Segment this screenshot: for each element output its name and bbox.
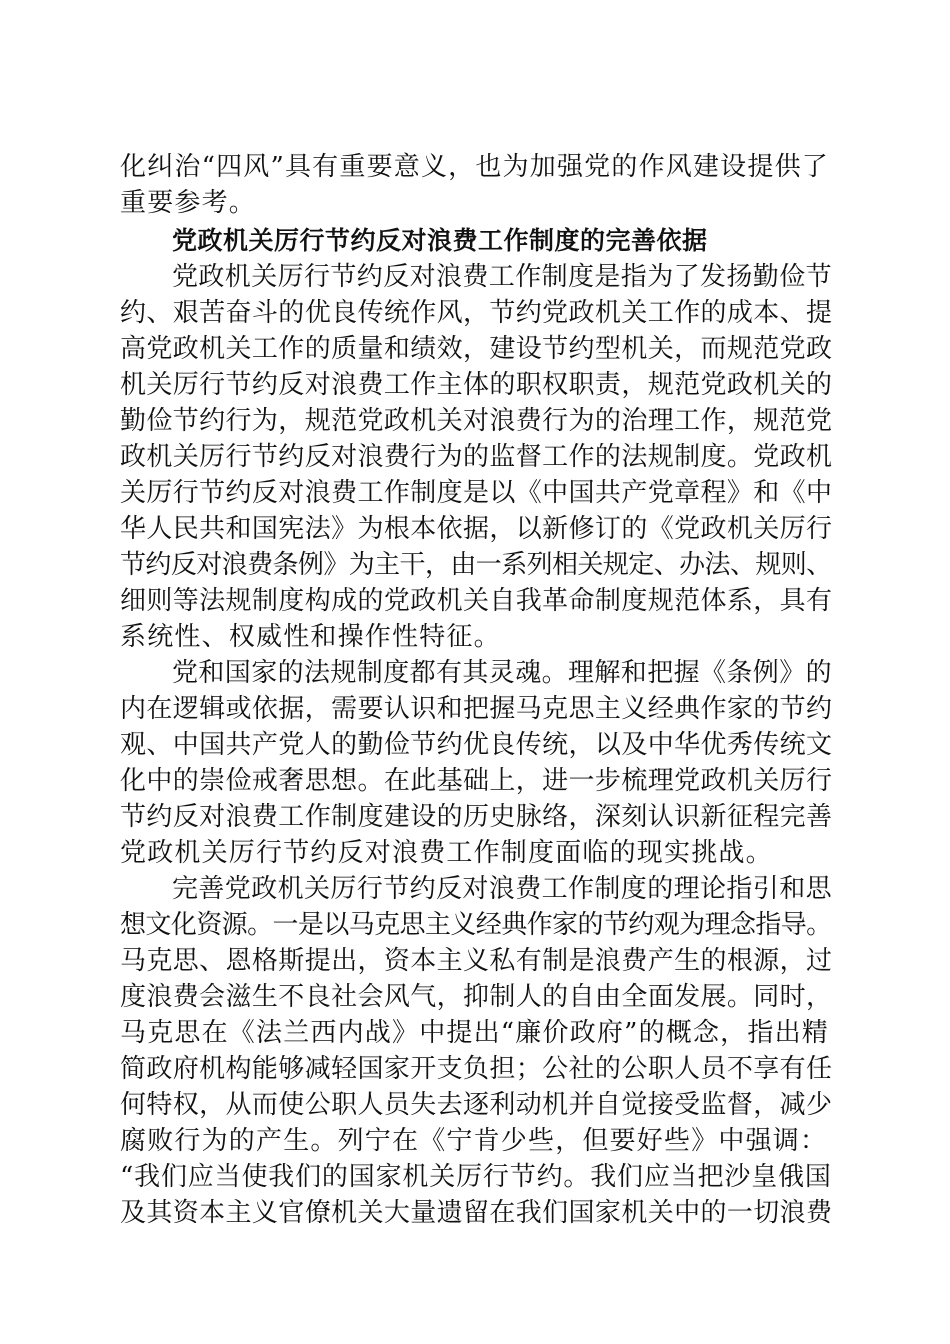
text-line: 马克思在《法兰西内战》中提出“廉价政府”的概念，指出精 bbox=[120, 1018, 829, 1048]
text-line: 简政府机构能够减轻国家开支负担；公社的公职人员不享有任 bbox=[120, 1054, 833, 1084]
text-line: 勤俭节约行为，规范党政机关对浪费行为的治理工作，规范党 bbox=[120, 406, 833, 436]
text-line: 党和国家的法规制度都有其灵魂。理解和把握《条例》的 bbox=[172, 658, 833, 688]
text-line: 高党政机关工作的质量和绩效，建设节约型机关，而规范党政 bbox=[120, 334, 833, 364]
text-line: 关厉行节约反对浪费工作制度是以《中国共产党章程》和《中 bbox=[120, 478, 833, 508]
text-line: 细则等法规制度构成的党政机关自我革命制度规范体系，具有 bbox=[120, 586, 833, 616]
text-line: 节约反对浪费工作制度建设的历史脉络，深刻认识新征程完善 bbox=[120, 802, 833, 832]
text-line: 腐败行为的产生。列宁在《宁肯少些，但要好些》中强调： bbox=[120, 1126, 828, 1156]
text-line: 完善党政机关厉行节约反对浪费工作制度的理论指引和思 bbox=[172, 874, 833, 904]
section-heading: 党政机关厉行节约反对浪费工作制度的完善依据 bbox=[172, 226, 708, 255]
text-line: 化纠治“四风”具有重要意义，也为加强党的作风建设提供了 bbox=[120, 152, 829, 182]
text-line: 华人民共和国宪法》为根本依据，以新修订的《党政机关厉行 bbox=[120, 514, 833, 544]
text-line: “我们应当使我们的国家机关厉行节约。我们应当把沙皇俄国 bbox=[120, 1162, 832, 1192]
text-line: 观、中国共产党人的勤俭节约优良传统，以及中华优秀传统文 bbox=[120, 730, 833, 760]
text-line: 约、艰苦奋斗的优良传统作风，节约党政机关工作的成本、提 bbox=[120, 298, 833, 328]
text-line: 党政机关厉行节约反对浪费工作制度是指为了发扬勤俭节 bbox=[172, 262, 833, 292]
text-line: 党政机关厉行节约反对浪费工作制度面临的现实挑战。 bbox=[120, 838, 773, 868]
text-line: 重要参考。 bbox=[120, 188, 257, 218]
text-line: 想文化资源。一是以马克思主义经典作家的节约观为理念指导。 bbox=[120, 910, 832, 940]
text-line: 政机关厉行节约反对浪费行为的监督工作的法规制度。党政机 bbox=[120, 442, 833, 472]
text-line: 系统性、权威性和操作性特征。 bbox=[120, 622, 501, 652]
text-line: 及其资本主义官僚机关大量遗留在我们国家机关中的一切浪费 bbox=[120, 1198, 833, 1228]
text-line: 内在逻辑或依据，需要认识和把握马克思主义经典作家的节约 bbox=[120, 694, 833, 724]
text-line: 马克思、恩格斯提出，资本主义私有制是浪费产生的根源，过 bbox=[120, 946, 833, 976]
text-line: 机关厉行节约反对浪费工作主体的职权职责，规范党政机关的 bbox=[120, 370, 833, 400]
text-line: 节约反对浪费条例》为主干，由一系列相关规定、办法、规则、 bbox=[120, 550, 832, 580]
text-line: 度浪费会滋生不良社会风气，抑制人的自由全面发展。同时， bbox=[120, 982, 833, 1012]
text-line: 何特权，从而使公职人员失去逐利动机并自觉接受监督，减少 bbox=[120, 1090, 833, 1120]
text-line: 化中的崇俭戒奢思想。在此基础上，进一步梳理党政机关厉行 bbox=[120, 766, 833, 796]
